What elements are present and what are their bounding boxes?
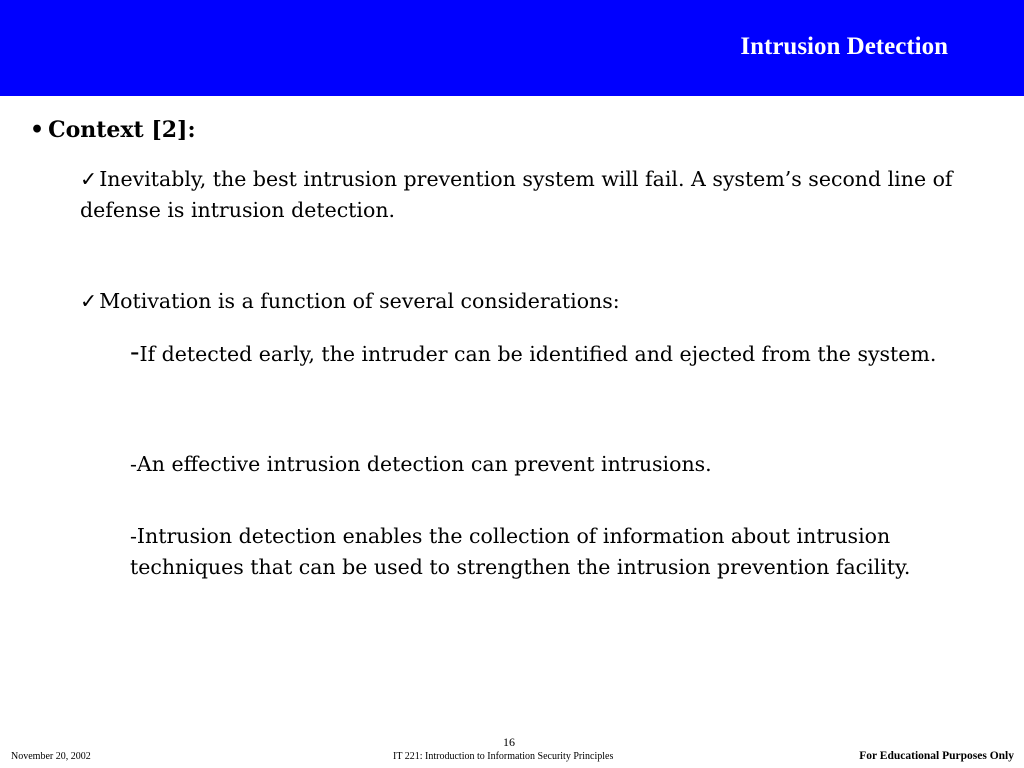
sub-item-text: -Intrusion detection enables the collection of information about intrusion techniques that can be used to strengthen the intrusion prevention facility.	[130, 524, 911, 579]
sub-item	[130, 521, 990, 583]
check-icon: ✓	[80, 167, 98, 191]
dash-marker: -	[130, 335, 140, 368]
check-item-text: Motivation is a function of several considerations:	[99, 289, 620, 313]
check-icon: ✓	[80, 289, 98, 313]
sub-item	[130, 448, 990, 481]
sub-item-text: -An effective intrusion detection can prevent intrusions.	[130, 452, 712, 476]
section-heading	[30, 117, 196, 143]
heading-text: Context [2]:	[48, 117, 196, 143]
header-bar	[0, 0, 1024, 96]
check-item-text: Inevitably, the best intrusion prevention system will fail. A system’s second line of defense is intrusion detection.	[80, 167, 953, 222]
sub-item	[130, 335, 990, 371]
check-item	[80, 286, 980, 317]
page-number: 16	[503, 735, 515, 749]
bullet-dot: •	[30, 117, 45, 143]
check-item	[80, 164, 980, 226]
footer-date: November 20, 2002	[11, 751, 91, 762]
sub-item-text: If detected early, the intruder can be identified and ejected from the system.	[139, 342, 937, 366]
footer-course: IT 221: Introduction to Information Security Principles	[393, 751, 614, 762]
slide-title: Intrusion Detection	[740, 33, 948, 60]
footer-notice: For Educational Purposes Only	[859, 750, 1014, 762]
